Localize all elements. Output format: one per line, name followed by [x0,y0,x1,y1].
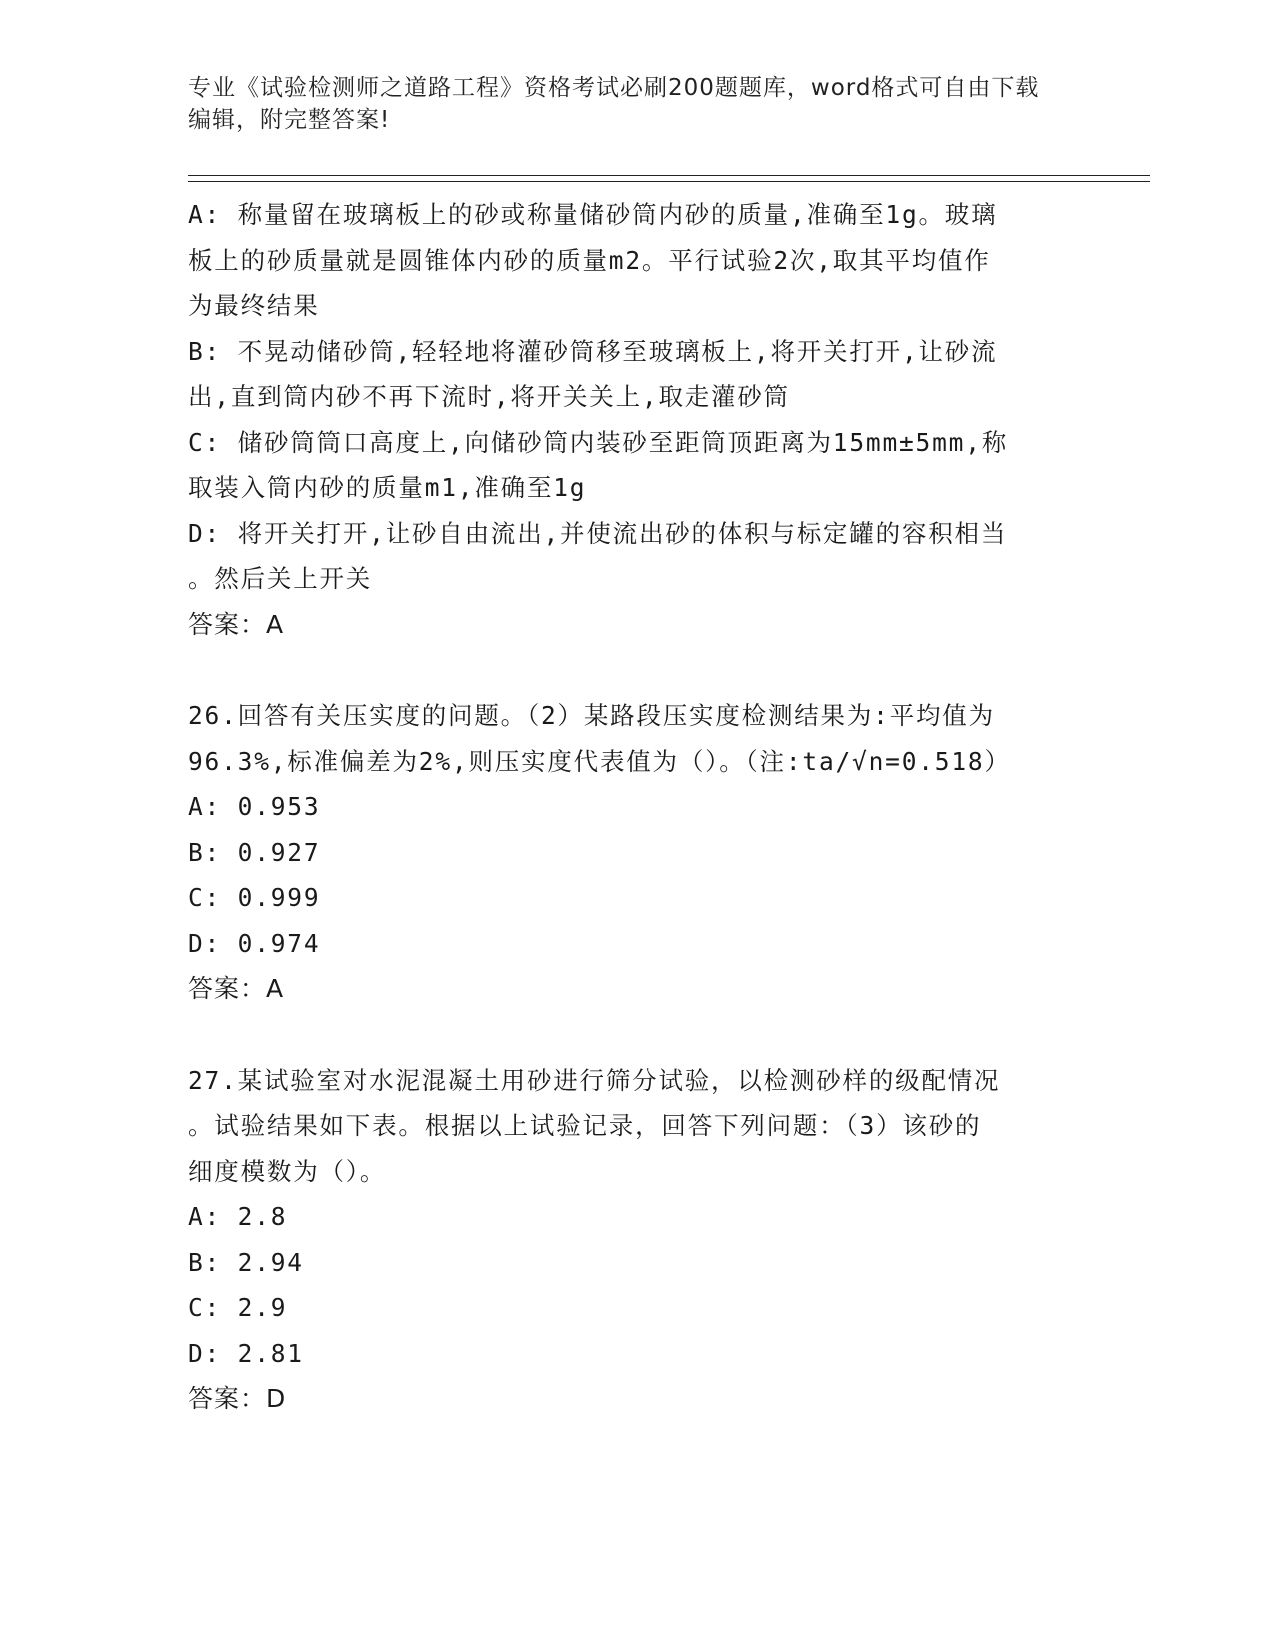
option-a-line-1: A: 称量留在玻璃板上的砂或称量储砂筒内砂的质量,准确至1g。玻璃 [188,200,998,229]
option-b-line-1: B: 不晃动储砂筒,轻轻地将灌砂筒移至玻璃板上,将开关打开,让砂流 [188,336,998,366]
question-stem-line-2: 96.3%,标准偏差为2%,则压实度代表值为（）。（注:ta/√n=0.518） [188,746,1011,776]
header-line-1: 专业《试验检测师之道路工程》资格考试必刷200题题库，word格式可自由下载 [188,75,1040,101]
option-a: A: 2.8 [188,1202,288,1231]
header-divider-top [188,175,1150,176]
question-spacer [188,1012,1088,1058]
answer-line: 答案：A [188,609,285,639]
option-a-line-3: 为最终结果 [188,291,320,320]
option-b-line-2: 出,直到筒内砂不再下流时,将开关关上,取走灌砂筒 [188,382,790,411]
question-stem-line-3: 细度模数为（）。 [188,1156,387,1186]
option-d-line-1: D: 将开关打开,让砂自由流出,并使流出砂的体积与标定罐的容积相当 [188,518,1008,548]
question-stem-line-1: 26.回答有关压实度的问题。（2）某路段压实度检测结果为:平均值为 [188,701,995,730]
header-line-2: 编辑，附完整答案! [188,107,391,133]
document-body [188,192,1088,1422]
option-b: B: 0.927 [188,837,321,867]
option-d: D: 0.974 [188,928,321,958]
option-d-line-2: 。然后关上开关 [188,564,373,593]
option-b: B: 2.94 [188,1247,304,1277]
question-stem-line-2: 。试验结果如下表。根据以上试验记录，回答下列问题：（3）该砂的 [188,1111,982,1140]
question-stem-line-1: 27.某试验室对水泥混凝土用砂进行筛分试验，以检测砂样的级配情况 [188,1065,1001,1095]
answer-line: 答案：D [188,1384,287,1413]
option-c: C: 2.9 [188,1293,288,1322]
question-spacer [188,647,1088,693]
question-26 [188,693,1088,1012]
question-27 [188,1058,1088,1422]
option-a: A: 0.953 [188,792,321,821]
option-d: D: 2.81 [188,1338,304,1368]
option-c-line-1: C: 储砂筒筒口高度上,向储砂筒内装砂至距筒顶距离为15mm±5mm,称 [188,427,1009,457]
header-divider-bottom [188,181,1150,182]
option-a-line-2: 板上的砂质量就是圆锥体内砂的质量m2。平行试验2次,取其平均值作 [188,245,991,275]
option-c-line-2: 取装入筒内砂的质量m1,准确至1g [188,473,587,502]
document-header [188,72,1068,136]
answer-line: 答案：A [188,974,285,1003]
question-25-continued [188,192,1088,647]
option-c: C: 0.999 [188,883,321,912]
